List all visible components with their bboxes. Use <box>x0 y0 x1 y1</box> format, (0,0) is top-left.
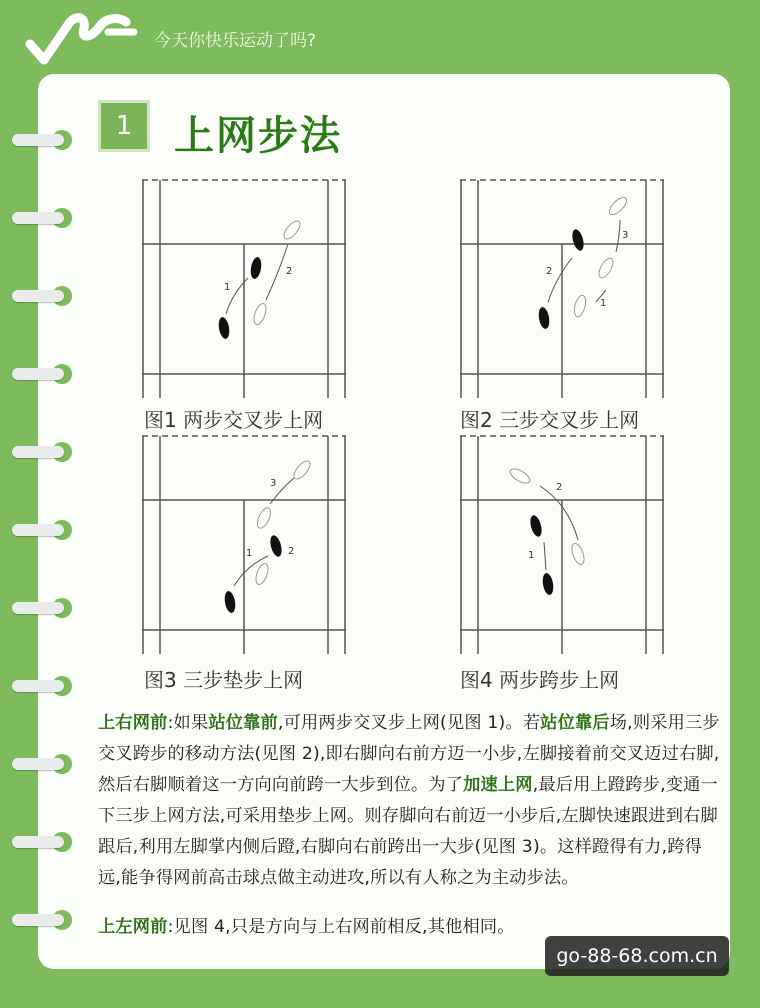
step-label: 1 <box>528 550 535 561</box>
figure-1-caption: 图1 两步交叉步上网 <box>144 408 324 432</box>
figure-2-court-diagram <box>460 178 664 398</box>
binder-ring <box>12 286 74 306</box>
text-span: 场,则采用三步交叉跨步的移动方法(见图 2),即右脚向右前方迈一小步,左脚接着前交叉迈过右脚,然后右脚顺着这一方向向前跨一大步到位。为了 <box>98 713 720 795</box>
lead-left-net: 上左网前 <box>98 917 168 937</box>
step-label: 1 <box>246 548 253 559</box>
header-tagline: 今天你快乐运动了吗? <box>154 31 317 51</box>
watermark: go-88-68.com.cn <box>545 936 729 976</box>
text-span: :见图 4,只是方向与上右网前相反,其他相同。 <box>167 917 515 937</box>
section-number-badge: 1 <box>98 100 150 152</box>
figure-4-court-diagram <box>460 434 664 654</box>
binder-ring <box>12 832 74 852</box>
highlight-text: 站位靠后 <box>540 713 610 733</box>
step-label: 2 <box>556 482 563 493</box>
step-label: 2 <box>286 266 293 277</box>
binder-ring <box>12 520 74 540</box>
step-label: 2 <box>288 546 295 557</box>
paragraph-right-net <box>98 708 722 894</box>
header-bar <box>0 0 760 80</box>
binder-ring <box>12 754 74 774</box>
binder-ring <box>12 208 74 228</box>
step-label: 1 <box>600 298 607 309</box>
figure-1-court-diagram <box>142 178 346 398</box>
step-label: 3 <box>270 478 277 489</box>
section-title: 上网步法 <box>174 113 342 159</box>
text-span: ,可用两步交叉步上网(见图 1)。若 <box>277 713 541 733</box>
binder-ring <box>12 442 74 462</box>
binder-ring <box>12 910 74 930</box>
figure-3-caption: 图3 三步垫步上网 <box>144 668 304 692</box>
text-span: ,最后用上蹬跨步,变通一下三步上网方法,可采用垫步上网。则存脚向右前迈一小步后,左脚快速跟进到右脚跟后,利用左脚掌内侧后蹬,右脚向右前跨出一大步(见图 3)。这样蹬得有力,跨得远,能争得网前高击球点做主动进攻,所以有人称之为主动步法。 <box>98 775 718 888</box>
body-text <box>98 708 722 943</box>
binder-ring <box>12 676 74 696</box>
step-label: 1 <box>224 282 231 293</box>
figure-4-caption: 图4 两步跨步上网 <box>460 668 620 692</box>
binder-ring <box>12 364 74 384</box>
figure-2-caption: 图2 三步交叉步上网 <box>460 408 640 432</box>
text-span: :如果 <box>167 713 209 733</box>
step-label: 2 <box>546 266 553 277</box>
checkmark-logo-icon <box>22 8 142 66</box>
highlight-text: 加速上网 <box>463 775 533 795</box>
step-label: 3 <box>622 230 629 241</box>
lead-right-net: 上右网前 <box>98 713 168 733</box>
binder-ring <box>12 598 74 618</box>
binder-ring <box>12 130 74 150</box>
figure-3-court-diagram <box>142 434 346 654</box>
highlight-text: 站位靠前 <box>208 713 278 733</box>
